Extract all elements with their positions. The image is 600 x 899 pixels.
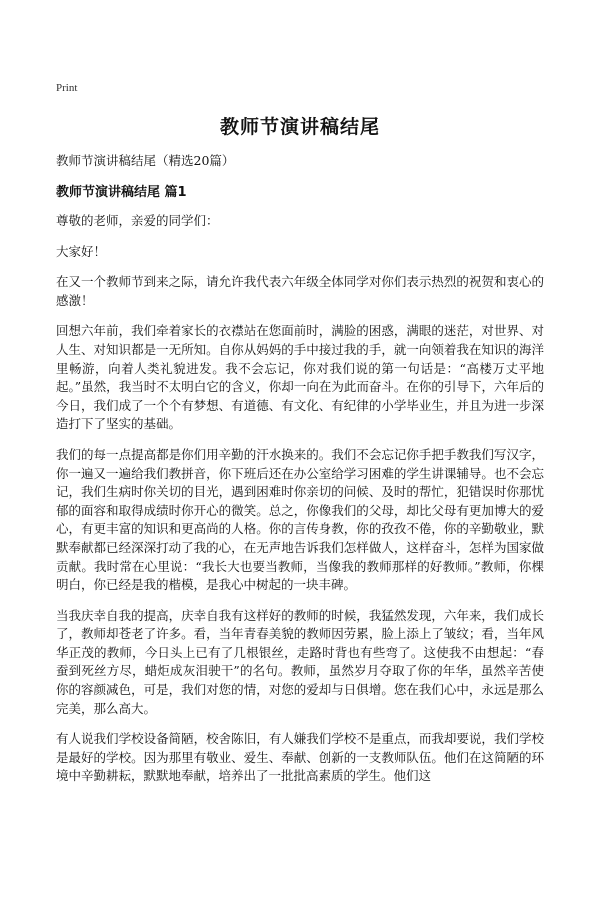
section-heading: 教师节演讲稿结尾 篇1: [56, 185, 187, 200]
document-title: 教师节演讲稿结尾: [219, 116, 380, 138]
body-paragraph: 在又一个教师节到来之际，请允许我代表六年级全体同学对你们表示热烈的祝贺和衷心的感激！: [56, 274, 544, 308]
document-subtitle: 教师节演讲稿结尾（精选20篇）: [56, 153, 235, 168]
body-paragraph: 当我庆幸自我的提高，庆幸自我有这样好的教师的时候，我猛然发现，六年来，我们成长了，教师却苍老了许多。看，当年青春美貌的教师因劳累，脸上添上了皱纹；看，当年风华正茂的教师，今日头上已有了几根银丝，走路时背也有些弯了。这使我不由想起：“春蚕到死丝方尽，蜡炬成灰泪驶干”的名句。教师，虽然岁月夺取了你的年华，虽然辛苦使你的容颜减色，可是，我们对您的情，对您的爱却与日俱增。您在我们心中，永远是那么完美，那么高大。: [56, 607, 544, 716]
body-paragraph: 我们的每一点提高都是你们用辛勤的汗水换来的。我们不会忘记你手把手教我们写汉字，你一遍又一遍给我们教拼音，你下班后还在办公室给学习困难的学生讲课辅导。也不会忘记，我们生病时你关切的目光，遇到困难时你亲切的问候、及时的帮忙，犯错误时你那忧郁的面容和取得成绩时你开心的微笑。总之，你像我们的父母，却比父母有更加博大的爱心，有更丰富的知识和更高尚的人格。你的言传身教，你的孜孜不倦，你的辛勤敬业，默默奉献都已经深深打动了我的心，在无声地告诉我们怎样做人，这样奋斗，怎样为国家做贡献。我时常在心里说：“我长大也要当教师，当像我的教师那样的好教师。”教师，你棵明白，你已经是我的楷模，是我心中树起的一块丰碑。: [56, 446, 544, 593]
body-paragraph: 回想六年前，我们牵着家长的衣襟站在您面前时，满脸的困惑，满眼的迷茫，对世界、对人生、对知识都是一无所知。自你从妈妈的手中接过我的手，就一向领着我在知识的海洋里畅游，向着人类礼貌进发。我不会忘记，你对我们说的第一句话是：“高楼万丈平地起。”虽然，我当时不太明白它的含义，你却一向在为此而奋斗。在你的引导下，六年后的今日，我们成了一个个有梦想、有道德、有文化、有纪律的小学毕业生，并且为进一步深造打下了坚实的基础。: [56, 323, 544, 432]
print-label: Print: [56, 82, 78, 94]
body-paragraph: 有人说我们学校设备简陋，校舍陈旧，有人嫌我们学校不是重点，而我却要说，我们学校是最好的学校。因为那里有敬业、爱生、奉献、创新的一支教师队伍。他们在这简陋的环境中辛勤耕耘，默默地奉献，培养出了一批批高素质的学生。他们这: [56, 731, 544, 784]
greeting: 大家好！: [56, 243, 107, 259]
salutation: 尊敬的老师，亲爱的同学们：: [56, 213, 219, 228]
